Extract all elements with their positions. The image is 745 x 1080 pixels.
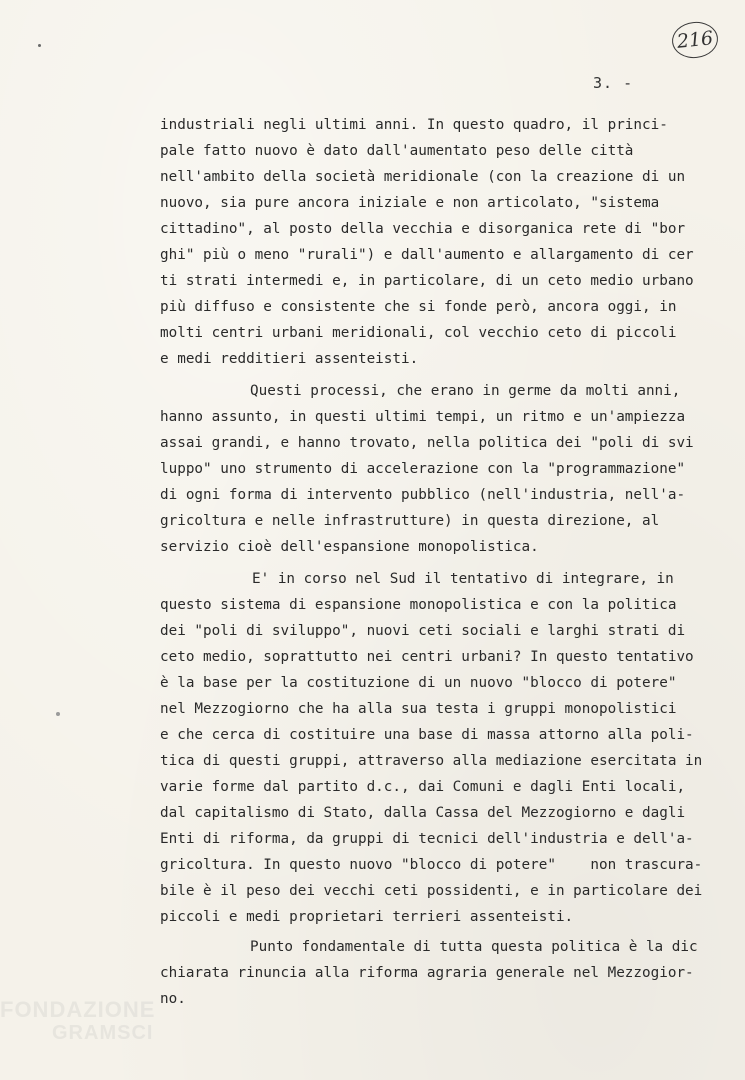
text-line: dei "poli di sviluppo", nuovi ceti sociali e larghi strati di xyxy=(160,623,686,639)
text-line: nuovo, sia pure ancora iniziale e non articolato, "sistema xyxy=(160,195,660,211)
text-line: e medi redditieri assenteisti. xyxy=(160,351,419,367)
text-line: e che cerca di costituire una base di massa attorno alla poli- xyxy=(160,727,694,743)
text-line: gricoltura. In questo nuovo "blocco di potere" non trascura- xyxy=(160,857,703,873)
text-line: nell'ambito della società meridionale (con la creazione di un xyxy=(160,169,686,185)
text-line: ceto medio, soprattutto nei centri urbani? In questo tentativo xyxy=(160,649,694,665)
text-line: questo sistema di espansione monopolistica e con la politica xyxy=(160,597,677,613)
text-line: gricoltura e nelle infrastrutture) in questa direzione, al xyxy=(160,513,660,529)
archive-stamp: 216 xyxy=(670,20,720,61)
text-line: luppo" uno strumento di accelerazione con la "programmazione" xyxy=(160,461,686,477)
text-line: chiarata rinuncia alla riforma agraria generale nel Mezzogior- xyxy=(160,965,694,981)
text-line: di ogni forma di intervento pubblico (nell'industria, nell'a- xyxy=(160,487,686,503)
text-line: dal capitalismo di Stato, dalla Cassa del Mezzogiorno e dagli xyxy=(160,805,686,821)
text-line: ghi" più o meno "rurali") e dall'aumento e allargamento di cer xyxy=(160,247,694,263)
text-line: molti centri urbani meridionali, col vecchio ceto di piccoli xyxy=(160,325,677,341)
text-line: ti strati intermedi e, in particolare, di un ceto medio urbano xyxy=(160,273,694,289)
paragraph-start-line: Questi processi, che erano in germe da molti anni, xyxy=(250,383,681,399)
text-line: nel Mezzogiorno che ha alla sua testa i gruppi monopolistici xyxy=(160,701,677,717)
text-line: pale fatto nuovo è dato dall'aumentato peso delle città xyxy=(160,143,634,159)
paragraph-start-line: Punto fondamentale di tutta questa politica è la dic xyxy=(250,939,698,955)
text-line: no. xyxy=(160,991,186,1007)
text-line: assai grandi, e hanno trovato, nella politica dei "poli di svi xyxy=(160,435,694,451)
text-line: è la base per la costituzione di un nuovo "blocco di potere" xyxy=(160,675,677,691)
watermark-line-2: GRAMSCI xyxy=(52,1022,154,1044)
text-line: piccoli e medi proprietari terrieri assenteisti. xyxy=(160,909,574,925)
paper-speck xyxy=(38,44,41,47)
text-line: cittadino", al posto della vecchia e disorganica rete di "bor xyxy=(160,221,686,237)
text-line: industriali negli ultimi anni. In questo quadro, il princi- xyxy=(160,117,668,133)
text-line: hanno assunto, in questi ultimi tempi, un ritmo e un'ampiezza xyxy=(160,409,686,425)
paragraph-start-line: E' in corso nel Sud il tentativo di integrare, in xyxy=(252,571,674,587)
page-number: 3. - xyxy=(593,74,634,92)
paper-speck xyxy=(56,712,60,716)
text-line: Enti di riforma, da gruppi di tecnici dell'industria e dell'a- xyxy=(160,831,694,847)
text-line: varie forme dal partito d.c., dai Comuni e dagli Enti locali, xyxy=(160,779,686,795)
watermark-line-1: FONDAZIONE xyxy=(0,997,156,1022)
text-line: più diffuso e consistente che si fonde però, ancora oggi, in xyxy=(160,299,677,315)
archive-watermark xyxy=(0,998,250,1044)
typed-body-text xyxy=(160,112,740,1012)
text-line: servizio cioè dell'espansione monopolistica. xyxy=(160,539,539,555)
text-line: bile è il peso dei vecchi ceti possidenti, e in particolare dei xyxy=(160,883,703,899)
text-line: tica di questi gruppi, attraverso alla mediazione esercitata in xyxy=(160,753,703,769)
